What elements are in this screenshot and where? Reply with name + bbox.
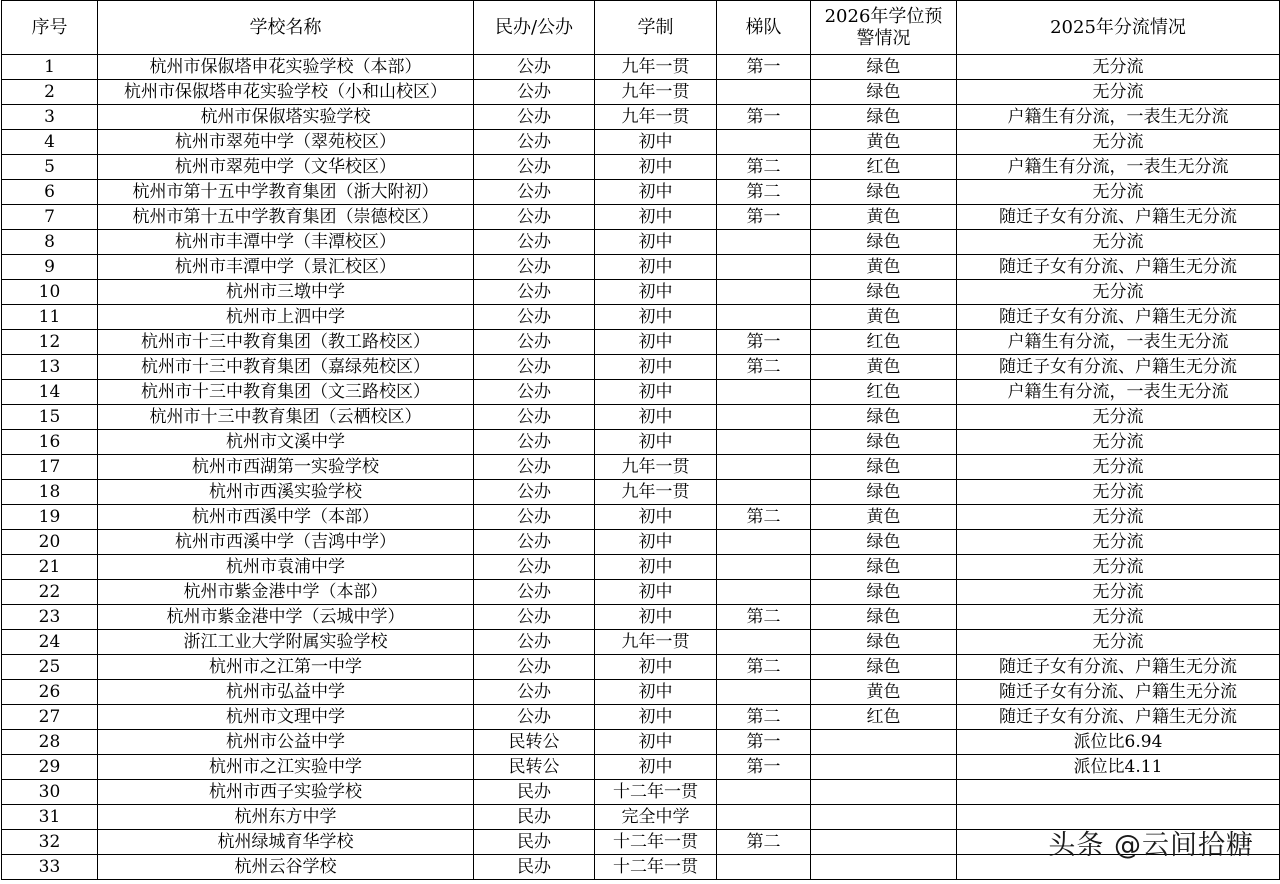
cell-ownership: 公办 xyxy=(474,330,595,355)
table-row xyxy=(2,605,1280,630)
cell-school-name: 杭州市三墩中学 xyxy=(98,280,474,305)
cell-diversion: 随迁子女有分流、户籍生无分流 xyxy=(957,705,1280,730)
cell-tier: 第一 xyxy=(717,105,811,130)
cell-tier: 第一 xyxy=(717,205,811,230)
cell-diversion: 派位比4.11 xyxy=(957,755,1280,780)
cell-school-system: 初中 xyxy=(595,280,717,305)
cell-index: 6 xyxy=(2,180,98,205)
cell-index: 30 xyxy=(2,780,98,805)
cell-warning: 红色 xyxy=(811,705,957,730)
cell-ownership: 民转公 xyxy=(474,730,595,755)
cell-tier: 第二 xyxy=(717,180,811,205)
cell-index: 3 xyxy=(2,105,98,130)
header-ownership: 民办/公办 xyxy=(474,1,595,55)
cell-ownership: 公办 xyxy=(474,105,595,130)
cell-school-system: 初中 xyxy=(595,130,717,155)
cell-warning: 绿色 xyxy=(811,180,957,205)
cell-diversion: 派位比6.94 xyxy=(957,730,1280,755)
cell-school-name: 杭州市西溪中学（吉鸿中学） xyxy=(98,530,474,555)
cell-ownership: 公办 xyxy=(474,55,595,80)
cell-ownership: 公办 xyxy=(474,205,595,230)
cell-school-name: 杭州市丰潭中学（景汇校区） xyxy=(98,255,474,280)
cell-school-name: 杭州绿城育华学校 xyxy=(98,830,474,855)
cell-school-name: 杭州市十三中教育集团（教工路校区） xyxy=(98,330,474,355)
cell-index: 5 xyxy=(2,155,98,180)
cell-school-system: 初中 xyxy=(595,430,717,455)
table-row xyxy=(2,480,1280,505)
cell-school-system: 十二年一贯 xyxy=(595,855,717,880)
cell-index: 7 xyxy=(2,205,98,230)
cell-warning: 绿色 xyxy=(811,230,957,255)
cell-diversion: 无分流 xyxy=(957,555,1280,580)
cell-school-name: 杭州市紫金港中学（本部） xyxy=(98,580,474,605)
cell-school-system: 初中 xyxy=(595,530,717,555)
cell-warning xyxy=(811,805,957,830)
cell-warning: 绿色 xyxy=(811,530,957,555)
cell-school-system: 初中 xyxy=(595,330,717,355)
table-row xyxy=(2,355,1280,380)
cell-ownership: 公办 xyxy=(474,305,595,330)
table-row xyxy=(2,680,1280,705)
cell-tier xyxy=(717,580,811,605)
cell-school-name: 杭州市十三中教育集团（嘉绿苑校区） xyxy=(98,355,474,380)
cell-school-system: 初中 xyxy=(595,605,717,630)
cell-tier xyxy=(717,230,811,255)
cell-warning: 绿色 xyxy=(811,280,957,305)
table-row xyxy=(2,655,1280,680)
cell-tier: 第二 xyxy=(717,355,811,380)
cell-warning xyxy=(811,830,957,855)
cell-tier xyxy=(717,255,811,280)
table-row xyxy=(2,155,1280,180)
cell-diversion: 无分流 xyxy=(957,455,1280,480)
cell-school-system: 初中 xyxy=(595,180,717,205)
cell-index: 28 xyxy=(2,730,98,755)
cell-school-system: 九年一贯 xyxy=(595,480,717,505)
cell-diversion: 户籍生有分流，一表生无分流 xyxy=(957,105,1280,130)
cell-school-name: 杭州市翠苑中学（翠苑校区） xyxy=(98,130,474,155)
cell-diversion: 随迁子女有分流、户籍生无分流 xyxy=(957,680,1280,705)
table-row xyxy=(2,280,1280,305)
cell-warning: 红色 xyxy=(811,330,957,355)
cell-tier xyxy=(717,430,811,455)
cell-ownership: 公办 xyxy=(474,680,595,705)
cell-index: 32 xyxy=(2,830,98,855)
cell-school-name: 杭州市保俶塔申花实验学校（本部） xyxy=(98,55,474,80)
cell-tier xyxy=(717,480,811,505)
cell-school-system: 初中 xyxy=(595,355,717,380)
cell-index: 21 xyxy=(2,555,98,580)
cell-tier: 第二 xyxy=(717,830,811,855)
cell-ownership: 民办 xyxy=(474,855,595,880)
header-2025-diversion: 2025年分流情况 xyxy=(957,1,1280,55)
cell-ownership: 公办 xyxy=(474,280,595,305)
cell-school-name: 杭州云谷学校 xyxy=(98,855,474,880)
cell-diversion: 户籍生有分流，一表生无分流 xyxy=(957,330,1280,355)
cell-warning: 红色 xyxy=(811,155,957,180)
cell-tier: 第一 xyxy=(717,730,811,755)
cell-school-system: 九年一贯 xyxy=(595,630,717,655)
cell-warning: 绿色 xyxy=(811,430,957,455)
cell-tier: 第二 xyxy=(717,655,811,680)
table-row xyxy=(2,80,1280,105)
table-row xyxy=(2,380,1280,405)
cell-school-system: 九年一贯 xyxy=(595,55,717,80)
header-school-name: 学校名称 xyxy=(98,1,474,55)
cell-ownership: 公办 xyxy=(474,155,595,180)
cell-index: 24 xyxy=(2,630,98,655)
cell-ownership: 公办 xyxy=(474,580,595,605)
cell-school-name: 杭州市文理中学 xyxy=(98,705,474,730)
cell-school-system: 初中 xyxy=(595,655,717,680)
table-row xyxy=(2,430,1280,455)
table-row xyxy=(2,555,1280,580)
cell-diversion: 无分流 xyxy=(957,530,1280,555)
cell-warning: 绿色 xyxy=(811,105,957,130)
cell-tier: 第二 xyxy=(717,505,811,530)
cell-ownership: 公办 xyxy=(474,430,595,455)
cell-ownership: 公办 xyxy=(474,655,595,680)
cell-warning: 绿色 xyxy=(811,55,957,80)
cell-warning: 黄色 xyxy=(811,680,957,705)
cell-warning: 绿色 xyxy=(811,405,957,430)
watermark: 头条 @云间拾糖 xyxy=(1048,830,1254,861)
cell-warning: 绿色 xyxy=(811,630,957,655)
cell-tier xyxy=(717,630,811,655)
cell-ownership: 民转公 xyxy=(474,755,595,780)
cell-warning: 黄色 xyxy=(811,255,957,280)
cell-ownership: 公办 xyxy=(474,630,595,655)
cell-ownership: 公办 xyxy=(474,130,595,155)
cell-index: 16 xyxy=(2,430,98,455)
cell-index: 33 xyxy=(2,855,98,880)
cell-index: 19 xyxy=(2,505,98,530)
cell-school-system: 初中 xyxy=(595,505,717,530)
table-row xyxy=(2,630,1280,655)
cell-ownership: 民办 xyxy=(474,830,595,855)
table-row xyxy=(2,755,1280,780)
cell-diversion: 无分流 xyxy=(957,280,1280,305)
cell-school-system: 初中 xyxy=(595,705,717,730)
cell-diversion: 随迁子女有分流、户籍生无分流 xyxy=(957,205,1280,230)
cell-tier xyxy=(717,405,811,430)
cell-warning: 黄色 xyxy=(811,130,957,155)
cell-ownership: 民办 xyxy=(474,805,595,830)
cell-index: 12 xyxy=(2,330,98,355)
cell-school-name: 杭州市保俶塔申花实验学校（小和山校区） xyxy=(98,80,474,105)
cell-ownership: 公办 xyxy=(474,380,595,405)
cell-school-system: 初中 xyxy=(595,230,717,255)
cell-warning: 绿色 xyxy=(811,555,957,580)
cell-tier xyxy=(717,80,811,105)
cell-school-name: 杭州市丰潭中学（丰潭校区） xyxy=(98,230,474,255)
cell-school-system: 十二年一贯 xyxy=(595,780,717,805)
cell-warning: 红色 xyxy=(811,380,957,405)
table-row xyxy=(2,55,1280,80)
cell-school-name: 杭州市公益中学 xyxy=(98,730,474,755)
cell-school-name: 浙江工业大学附属实验学校 xyxy=(98,630,474,655)
cell-diversion: 无分流 xyxy=(957,230,1280,255)
cell-tier: 第一 xyxy=(717,55,811,80)
cell-school-name: 杭州市第十五中学教育集团（崇德校区） xyxy=(98,205,474,230)
cell-ownership: 公办 xyxy=(474,255,595,280)
cell-diversion xyxy=(957,780,1280,805)
cell-school-system: 十二年一贯 xyxy=(595,830,717,855)
cell-ownership: 公办 xyxy=(474,605,595,630)
cell-diversion: 随迁子女有分流、户籍生无分流 xyxy=(957,255,1280,280)
cell-tier xyxy=(717,380,811,405)
cell-school-name: 杭州市西溪中学（本部） xyxy=(98,505,474,530)
cell-ownership: 公办 xyxy=(474,355,595,380)
cell-diversion: 无分流 xyxy=(957,180,1280,205)
table-row xyxy=(2,780,1280,805)
cell-tier xyxy=(717,555,811,580)
cell-diversion: 户籍生有分流，一表生无分流 xyxy=(957,380,1280,405)
cell-warning: 黄色 xyxy=(811,305,957,330)
cell-school-name: 杭州市十三中教育集团（文三路校区） xyxy=(98,380,474,405)
cell-index: 9 xyxy=(2,255,98,280)
cell-diversion: 无分流 xyxy=(957,130,1280,155)
cell-tier: 第一 xyxy=(717,330,811,355)
cell-tier xyxy=(717,530,811,555)
cell-diversion: 无分流 xyxy=(957,580,1280,605)
cell-school-system: 初中 xyxy=(595,305,717,330)
cell-tier xyxy=(717,305,811,330)
cell-warning xyxy=(811,780,957,805)
cell-tier xyxy=(717,805,811,830)
table-row xyxy=(2,455,1280,480)
cell-tier xyxy=(717,855,811,880)
table-row xyxy=(2,580,1280,605)
cell-tier xyxy=(717,130,811,155)
cell-school-name: 杭州市之江第一中学 xyxy=(98,655,474,680)
cell-ownership: 公办 xyxy=(474,405,595,430)
cell-school-system: 完全中学 xyxy=(595,805,717,830)
cell-index: 26 xyxy=(2,680,98,705)
cell-school-system: 初中 xyxy=(595,730,717,755)
cell-ownership: 公办 xyxy=(474,505,595,530)
cell-ownership: 公办 xyxy=(474,455,595,480)
cell-index: 4 xyxy=(2,130,98,155)
cell-warning: 绿色 xyxy=(811,655,957,680)
cell-school-name: 杭州市弘益中学 xyxy=(98,680,474,705)
cell-tier xyxy=(717,780,811,805)
cell-ownership: 公办 xyxy=(474,480,595,505)
header-2026-warning: 2026年学位预警情况 xyxy=(811,1,957,55)
table-row xyxy=(2,230,1280,255)
cell-school-system: 初中 xyxy=(595,255,717,280)
cell-school-system: 初中 xyxy=(595,680,717,705)
cell-school-name: 杭州市西溪实验学校 xyxy=(98,480,474,505)
cell-warning: 黄色 xyxy=(811,355,957,380)
cell-warning: 黄色 xyxy=(811,505,957,530)
table-row xyxy=(2,205,1280,230)
table-row xyxy=(2,255,1280,280)
cell-ownership: 公办 xyxy=(474,180,595,205)
cell-index: 20 xyxy=(2,530,98,555)
cell-diversion: 无分流 xyxy=(957,405,1280,430)
cell-index: 25 xyxy=(2,655,98,680)
cell-ownership: 公办 xyxy=(474,80,595,105)
cell-warning: 黄色 xyxy=(811,205,957,230)
cell-index: 22 xyxy=(2,580,98,605)
cell-warning: 绿色 xyxy=(811,480,957,505)
cell-school-system: 初中 xyxy=(595,405,717,430)
cell-school-system: 初中 xyxy=(595,380,717,405)
cell-school-system: 九年一贯 xyxy=(595,455,717,480)
cell-warning: 绿色 xyxy=(811,580,957,605)
header-row xyxy=(2,1,1280,55)
cell-index: 11 xyxy=(2,305,98,330)
school-table xyxy=(1,0,1280,880)
cell-tier: 第一 xyxy=(717,755,811,780)
cell-school-system: 九年一贯 xyxy=(595,105,717,130)
table-row xyxy=(2,180,1280,205)
cell-index: 29 xyxy=(2,755,98,780)
table-row xyxy=(2,330,1280,355)
cell-index: 13 xyxy=(2,355,98,380)
table-row xyxy=(2,505,1280,530)
cell-warning: 绿色 xyxy=(811,455,957,480)
cell-diversion: 无分流 xyxy=(957,80,1280,105)
header-tier: 梯队 xyxy=(717,1,811,55)
cell-school-name: 杭州东方中学 xyxy=(98,805,474,830)
cell-warning: 绿色 xyxy=(811,605,957,630)
cell-warning: 绿色 xyxy=(811,80,957,105)
cell-school-system: 初中 xyxy=(595,555,717,580)
cell-diversion: 户籍生有分流，一表生无分流 xyxy=(957,155,1280,180)
cell-diversion: 无分流 xyxy=(957,605,1280,630)
cell-index: 31 xyxy=(2,805,98,830)
cell-index: 18 xyxy=(2,480,98,505)
cell-diversion: 无分流 xyxy=(957,480,1280,505)
cell-school-system: 初中 xyxy=(595,580,717,605)
cell-ownership: 公办 xyxy=(474,705,595,730)
cell-tier: 第二 xyxy=(717,155,811,180)
cell-diversion: 无分流 xyxy=(957,55,1280,80)
header-index: 序号 xyxy=(2,1,98,55)
cell-ownership: 民办 xyxy=(474,780,595,805)
cell-ownership: 公办 xyxy=(474,530,595,555)
table-row xyxy=(2,105,1280,130)
cell-warning xyxy=(811,855,957,880)
table-row xyxy=(2,705,1280,730)
cell-index: 14 xyxy=(2,380,98,405)
cell-school-name: 杭州市紫金港中学（云城中学） xyxy=(98,605,474,630)
cell-school-name: 杭州市袁浦中学 xyxy=(98,555,474,580)
cell-school-name: 杭州市西子实验学校 xyxy=(98,780,474,805)
cell-index: 1 xyxy=(2,55,98,80)
cell-school-name: 杭州市之江实验中学 xyxy=(98,755,474,780)
cell-diversion: 随迁子女有分流、户籍生无分流 xyxy=(957,655,1280,680)
cell-index: 2 xyxy=(2,80,98,105)
cell-school-name: 杭州市西湖第一实验学校 xyxy=(98,455,474,480)
cell-index: 17 xyxy=(2,455,98,480)
cell-ownership: 公办 xyxy=(474,230,595,255)
cell-school-system: 初中 xyxy=(595,205,717,230)
cell-diversion: 随迁子女有分流、户籍生无分流 xyxy=(957,305,1280,330)
cell-index: 27 xyxy=(2,705,98,730)
cell-tier: 第二 xyxy=(717,605,811,630)
table-row xyxy=(2,730,1280,755)
cell-school-system: 初中 xyxy=(595,755,717,780)
cell-index: 8 xyxy=(2,230,98,255)
cell-warning xyxy=(811,755,957,780)
cell-index: 23 xyxy=(2,605,98,630)
table-row xyxy=(2,130,1280,155)
cell-index: 10 xyxy=(2,280,98,305)
cell-tier xyxy=(717,280,811,305)
cell-warning xyxy=(811,730,957,755)
cell-school-name: 杭州市保俶塔实验学校 xyxy=(98,105,474,130)
table-row xyxy=(2,305,1280,330)
table-row xyxy=(2,405,1280,430)
cell-ownership: 公办 xyxy=(474,555,595,580)
cell-school-name: 杭州市上泗中学 xyxy=(98,305,474,330)
header-school-system: 学制 xyxy=(595,1,717,55)
cell-school-system: 初中 xyxy=(595,155,717,180)
cell-tier xyxy=(717,455,811,480)
cell-school-name: 杭州市第十五中学教育集团（浙大附初） xyxy=(98,180,474,205)
cell-diversion: 无分流 xyxy=(957,430,1280,455)
cell-school-name: 杭州市文溪中学 xyxy=(98,430,474,455)
cell-tier xyxy=(717,680,811,705)
cell-diversion: 随迁子女有分流、户籍生无分流 xyxy=(957,355,1280,380)
cell-school-system: 九年一贯 xyxy=(595,80,717,105)
table-row xyxy=(2,530,1280,555)
cell-index: 15 xyxy=(2,405,98,430)
cell-tier: 第二 xyxy=(717,705,811,730)
cell-school-name: 杭州市翠苑中学（文华校区） xyxy=(98,155,474,180)
cell-diversion: 无分流 xyxy=(957,630,1280,655)
cell-school-name: 杭州市十三中教育集团（云栖校区） xyxy=(98,405,474,430)
cell-diversion: 无分流 xyxy=(957,505,1280,530)
